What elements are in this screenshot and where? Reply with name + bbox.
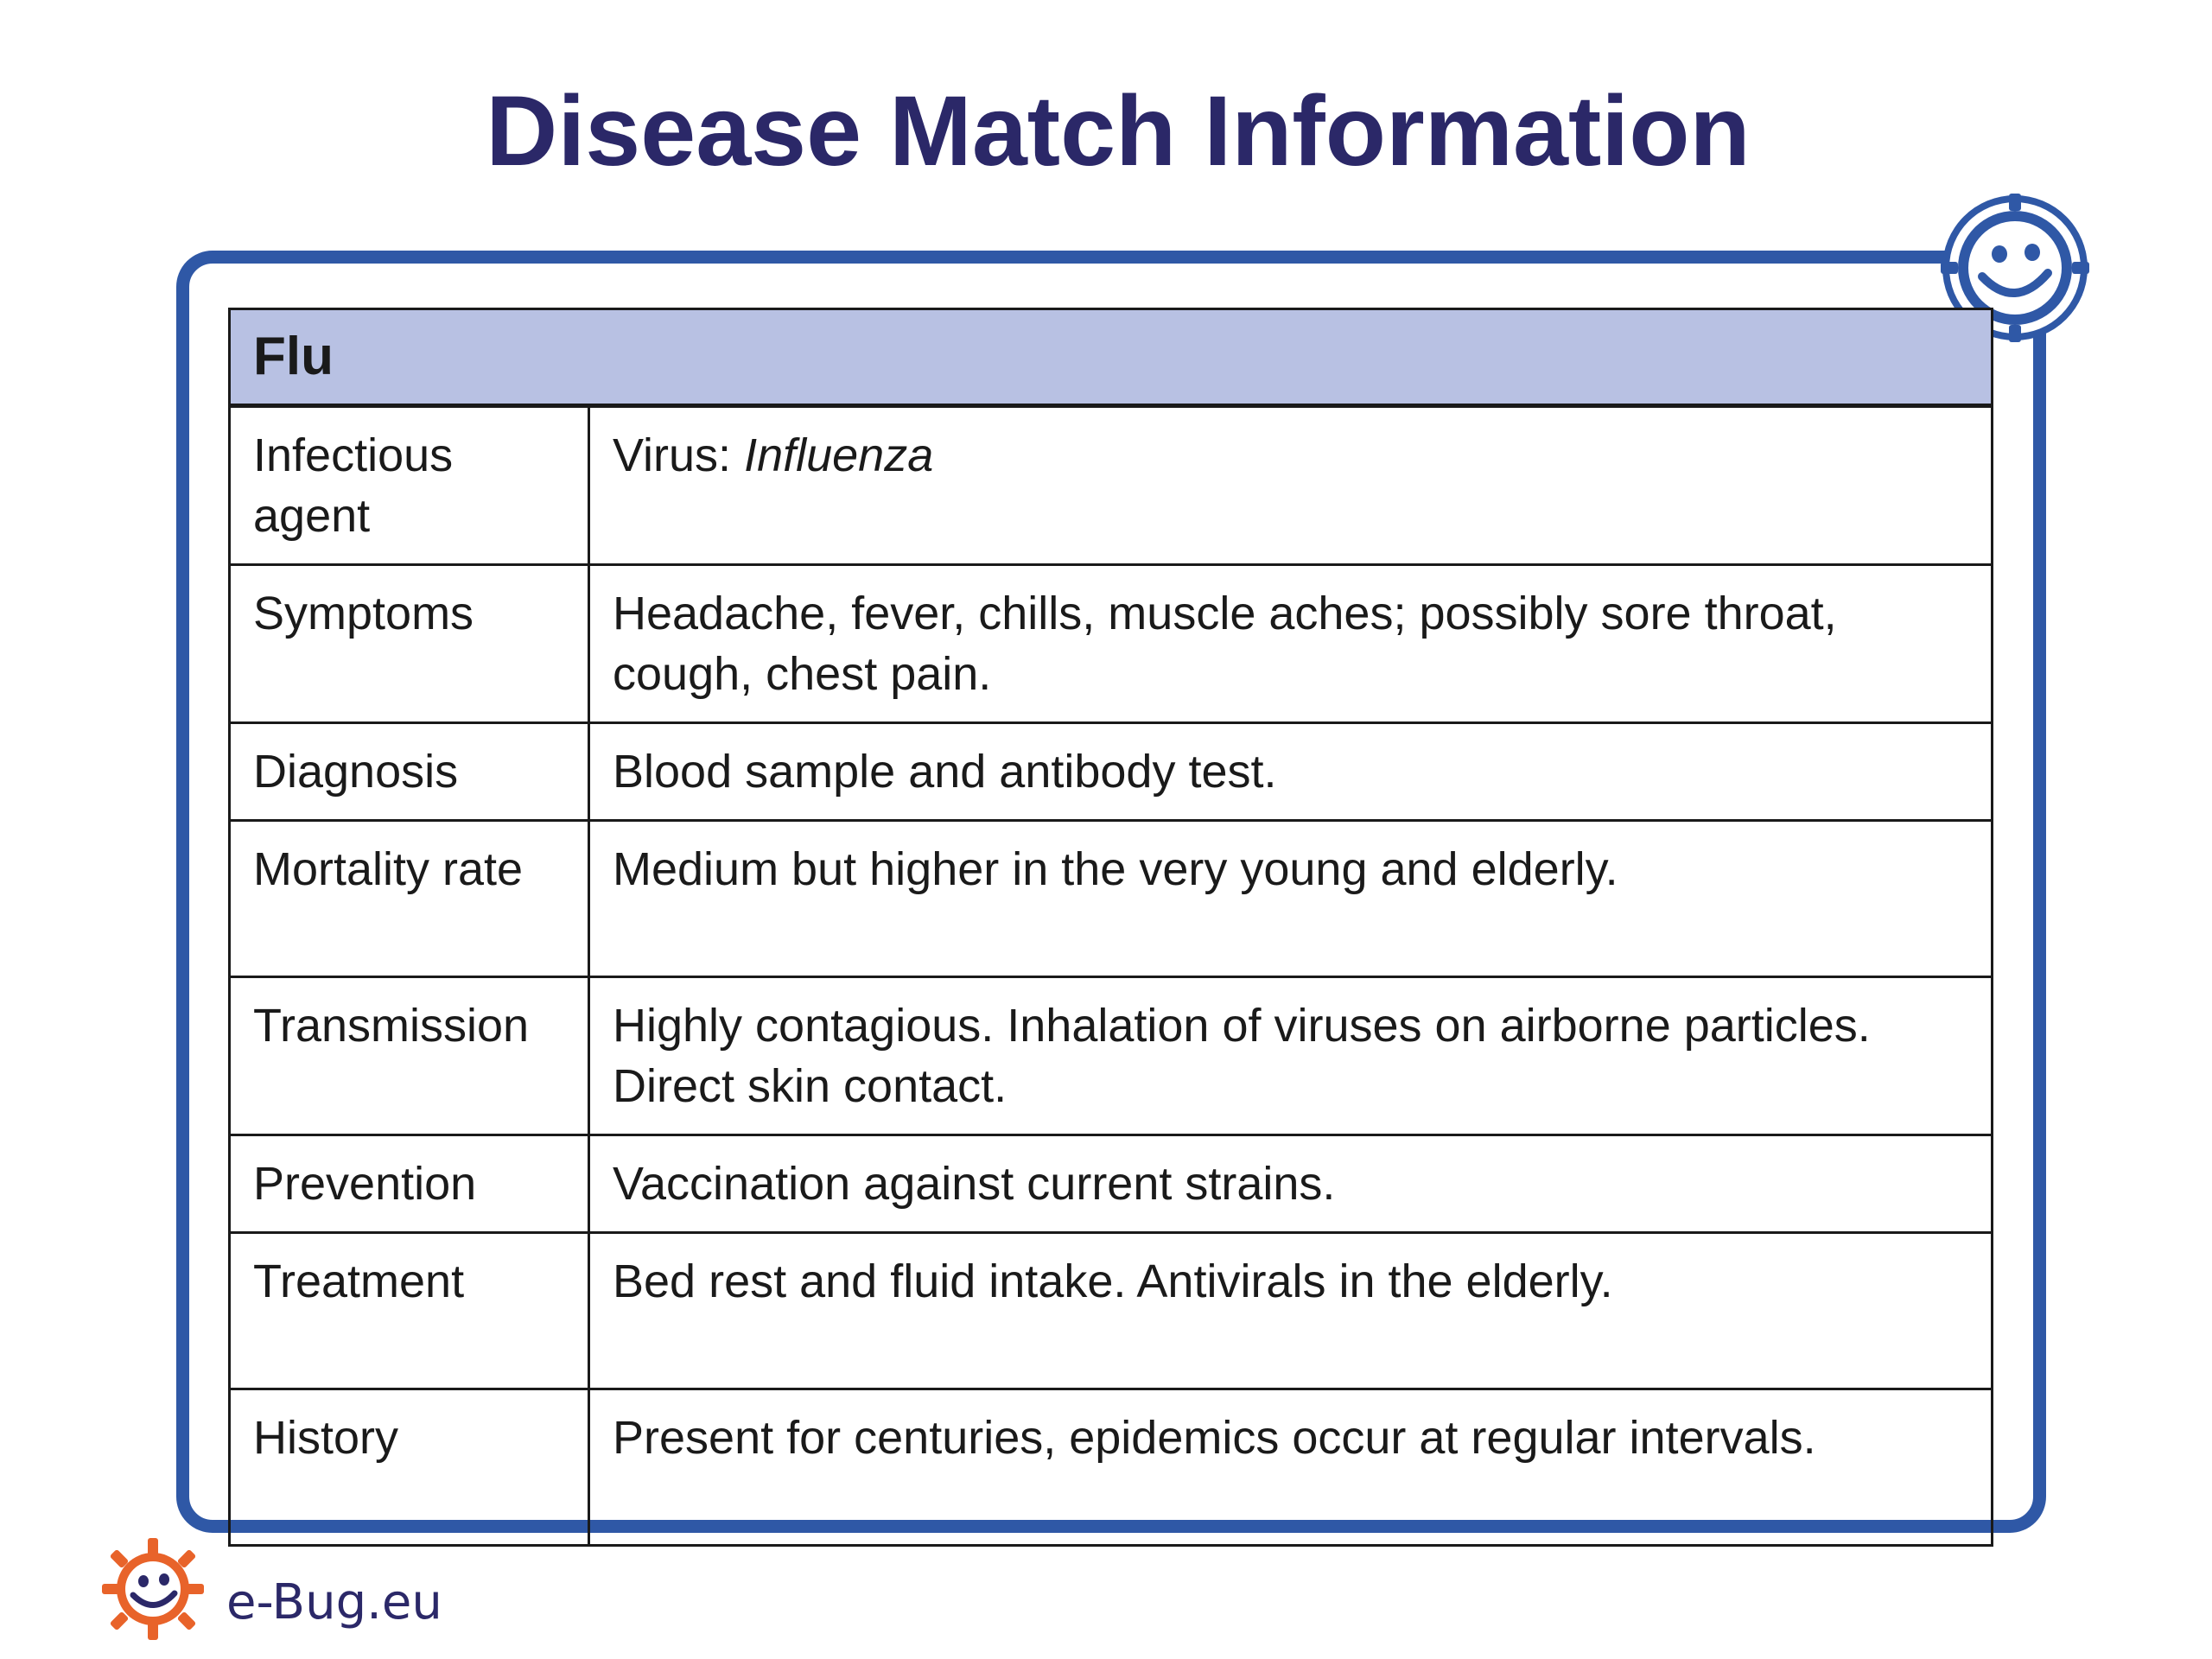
row-value: Present for centuries, epidemics occur at regular intervals.	[589, 1389, 1993, 1546]
table-row	[230, 723, 1993, 821]
table-row	[230, 1135, 1993, 1233]
disease-name: Flu	[230, 309, 1993, 406]
row-value: Headache, fever, chills, muscle aches; possibly sore throat, cough, chest pain.	[589, 565, 1993, 723]
table-row	[230, 1233, 1993, 1389]
row-value: Medium but higher in the very young and elderly.	[589, 821, 1993, 977]
table-header-row	[230, 309, 1993, 406]
ebug-logo-icon	[97, 1533, 209, 1645]
row-label: Infectious agent	[230, 406, 589, 565]
row-value-italic: Influenza	[744, 429, 934, 481]
row-value: Highly contagious. Inhalation of viruses on airborne particles. Direct skin contact.	[589, 977, 1993, 1135]
row-value: Blood sample and antibody test.	[589, 723, 1993, 821]
page-title: Disease Match Information	[486, 76, 1751, 187]
row-value: Bed rest and fluid intake. Antivirals in the elderly.	[589, 1233, 1993, 1389]
row-label: Mortality rate	[230, 821, 589, 977]
row-label: History	[230, 1389, 589, 1546]
row-label: Transmission	[230, 977, 589, 1135]
table-row	[230, 821, 1993, 977]
row-label: Symptoms	[230, 565, 589, 723]
row-value: Vaccination against current strains.	[589, 1135, 1993, 1233]
row-value	[589, 406, 1993, 565]
table-row	[230, 406, 1993, 565]
row-value-prefix: Virus:	[613, 429, 745, 481]
row-label: Diagnosis	[230, 723, 589, 821]
brand-name: e-Bug.eu	[226, 1574, 442, 1630]
disease-info-table	[228, 308, 1993, 1547]
table-row	[230, 1389, 1993, 1546]
table-row	[230, 565, 1993, 723]
table-row	[230, 977, 1993, 1135]
row-label: Prevention	[230, 1135, 589, 1233]
row-label: Treatment	[230, 1233, 589, 1389]
